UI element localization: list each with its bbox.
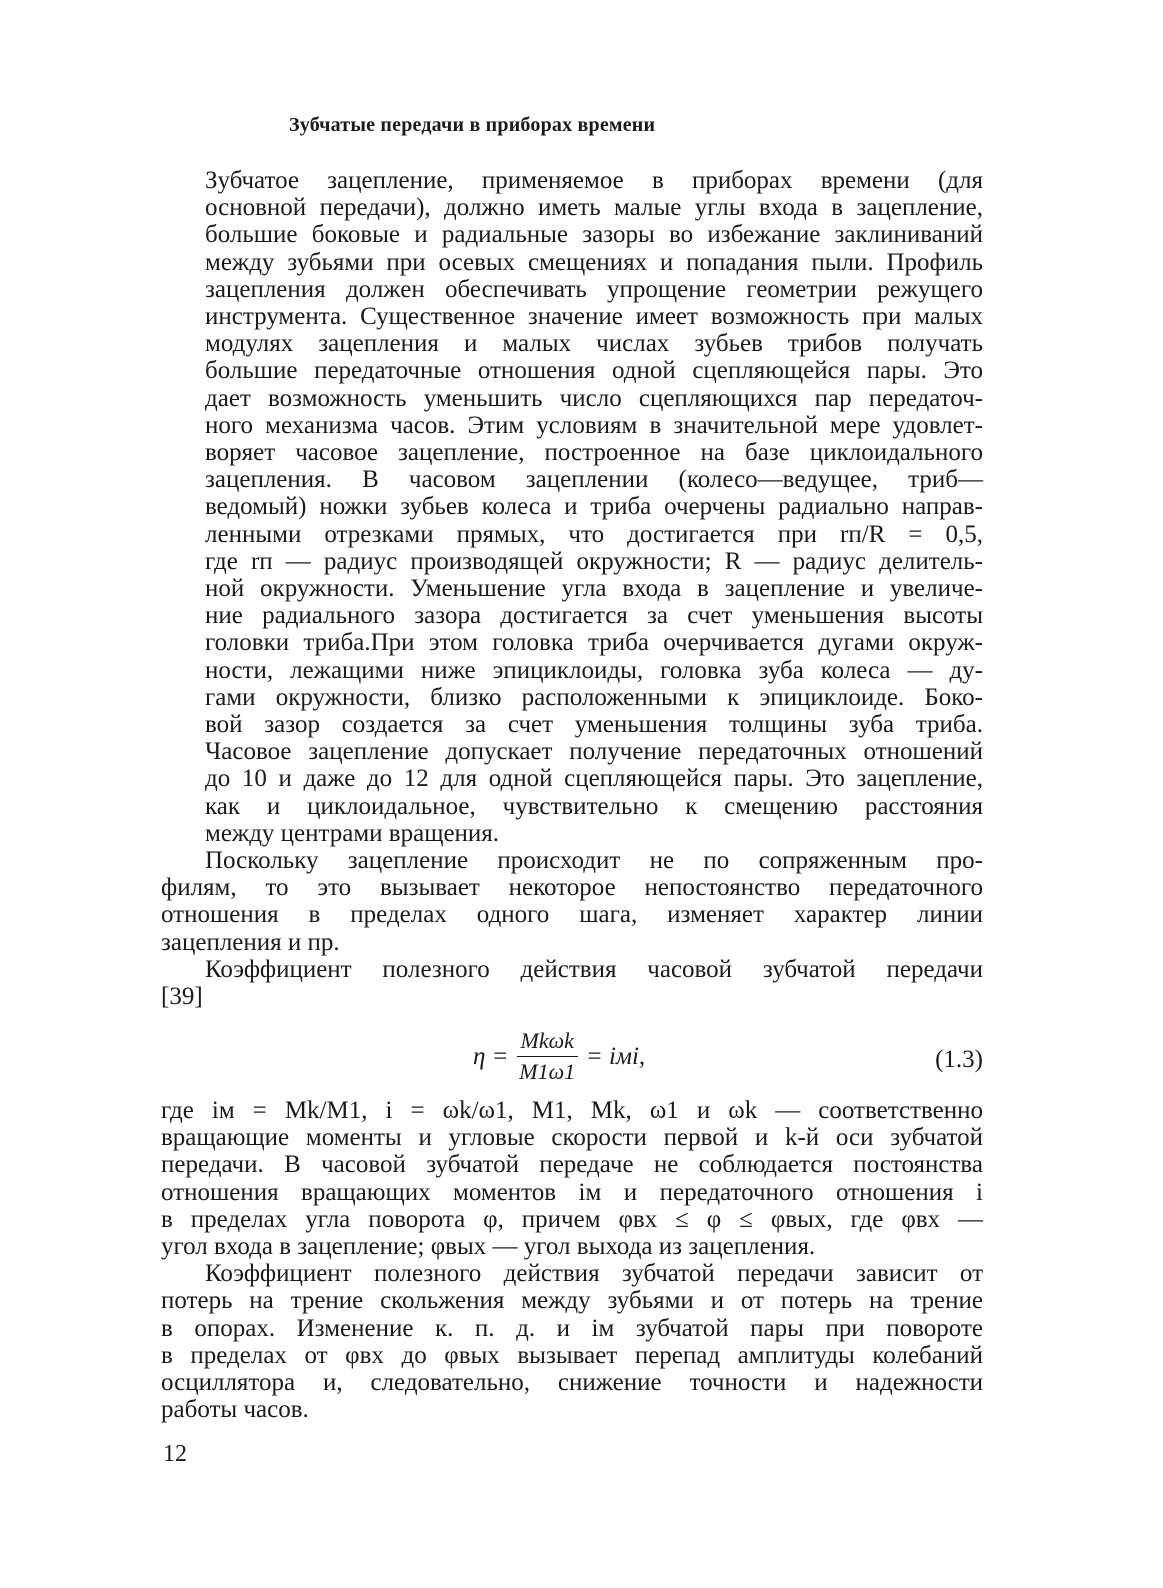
text-line: инструмента. Существенное значение имеет возможность при малых	[205, 303, 983, 331]
text-line: основной передачи), должно иметь малые углы входа в зацепление,	[205, 194, 983, 222]
text-line: большие передаточные отношения одной сцепляющейся пары. Это	[205, 357, 983, 385]
text-line: в пределах угла поворота φ, причем φвх ≤ φ ≤ φвых, где φвх —	[161, 1205, 983, 1233]
text-line: дает возможность уменьшить число сцепляющихся пар передаточ-	[205, 384, 983, 412]
formula-lhs: η =	[473, 1042, 509, 1070]
text-line: ние радиального зазора достигается за счет уменьшения высоты	[205, 602, 983, 630]
text-line: Коэффициент полезного действия часовой зубчатой передачи	[205, 955, 983, 983]
text-block-after-formula	[161, 1097, 983, 1423]
text-line: Поскольку зацепление происходит не по сопряженным про-	[205, 847, 983, 875]
paragraph-1	[161, 167, 983, 847]
text-line: зацепления и пр.	[161, 928, 340, 956]
formula-rhs: = iмi,	[585, 1042, 646, 1070]
paragraph-5	[161, 1260, 983, 1423]
formula-fraction	[517, 1028, 578, 1085]
text-line: головки триба.При этом головка триба очерчивается дугами окруж-	[205, 629, 983, 657]
text-line: Коэффициент полезного действия зубчатой передачи зависит от	[205, 1260, 983, 1288]
text-line: потерь на трение скольжения между зубьями и от потерь на трение	[161, 1287, 983, 1315]
text-line: где rп — радиус производящей окружности; R — радиус делитель-	[205, 547, 983, 575]
text-line: зацепления должен обеспечивать упрощение геометрии режущего	[205, 275, 983, 303]
equation-number: (1.3)	[935, 1046, 983, 1073]
text-line: отношения в пределах одного шага, изменяет характер линии	[161, 901, 983, 929]
paragraph-2	[161, 847, 983, 956]
page-number: 12	[163, 1441, 187, 1467]
text-line: ного механизма часов. Этим условиям в значительной мере удовлет-	[205, 411, 983, 439]
text-line: ленными отрезками прямых, что достигается при rп/R = 0,5,	[205, 520, 983, 548]
formula-denominator: M1ω1	[519, 1059, 576, 1084]
citation-ref: [39]	[161, 983, 203, 1011]
text-block-main	[161, 167, 983, 1010]
text-line: вой зазор создается за счет уменьшения толщины зуба триба.	[205, 711, 983, 739]
text-line: большие боковые и радиальные зазоры во избежание заклиниваний	[205, 221, 983, 249]
text-line: передачи. В часовой зубчатой передаче не соблюдается постоянства	[161, 1151, 983, 1179]
formula	[473, 1028, 645, 1085]
text-line: между центрами вращения.	[205, 819, 500, 847]
text-line: осциллятора и, следовательно, снижение точности и надежности	[161, 1369, 983, 1397]
text-line: воряет часовое зацепление, построенное на базе циклоидального	[205, 439, 983, 467]
text-line: между зубьями при осевых смещениях и попадания пыли. Профиль	[205, 248, 983, 276]
text-line: гами окружности, близко расположенными к эпициклоиде. Боко-	[205, 683, 983, 711]
text-line: в пределах от φвх до φвых вызывает перепад амплитуды колебаний	[161, 1341, 983, 1369]
text-line: где iм = Mk/M1, i = ωk/ω1, M1, Mk, ω1 и ωk — соответственно	[161, 1097, 983, 1124]
text-line: отношения вращающих моментов iм и передаточного отношения i	[161, 1178, 983, 1206]
text-line: ности, лежащими ниже эпициклоиды, головка зуба колеса — ду-	[205, 656, 983, 684]
formula-numerator: Mkωk	[517, 1028, 578, 1057]
section-title: Зубчатые передачи в приборах времени	[289, 114, 656, 136]
text-line: ведомый) ножки зубьев колеса и триба очерчены радиально направ-	[205, 493, 983, 521]
text-line: модулях зацепления и малых числах зубьев трибов получать	[205, 330, 983, 358]
text-line: зацепления. В часовом зацеплении (колесо—ведущее, триб—	[205, 466, 983, 494]
text-line: в опорах. Изменение к. п. д. и iм зубчатой пары при повороте	[161, 1314, 983, 1342]
text-line: до 10 и даже до 12 для одной сцепляющейся пары. Это зацепление,	[205, 765, 983, 793]
paragraph-4	[161, 1097, 983, 1260]
text-line: филям, то это вызывает некоторое непостоянство передаточного	[161, 874, 983, 902]
text-line: ной окружности. Уменьшение угла входа в зацепление и увеличе-	[205, 575, 983, 603]
text-line: работы часов.	[161, 1396, 309, 1424]
text-line: угол входа в зацепление; φвых — угол выхода из зацепления.	[161, 1233, 816, 1261]
text-line: Зубчатое зацепление, применяемое в приборах времени (для	[205, 167, 983, 194]
equation-1-3	[161, 1024, 983, 1094]
paragraph-3	[161, 956, 983, 1010]
text-line: Часовое зацепление допускает получение передаточных отношений	[205, 738, 983, 766]
text-line: вращающие моменты и угловые скорости первой и k-й оси зубчатой	[161, 1124, 983, 1152]
text-line: как и циклоидальное, чувствительно к смещению расстояния	[205, 792, 983, 820]
